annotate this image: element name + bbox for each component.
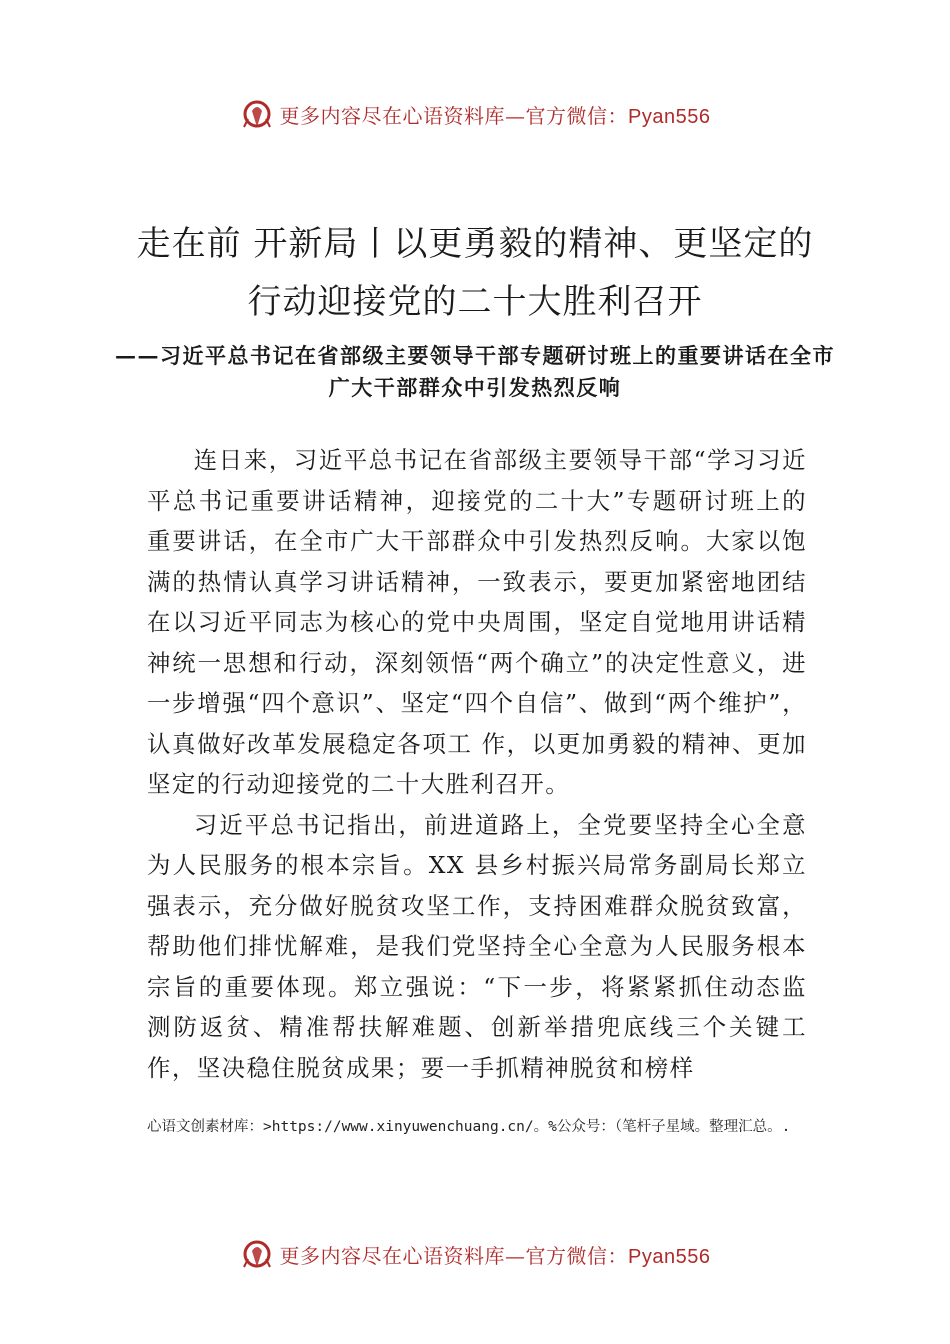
paragraph-2: 习近平总书记指出，前进道路上，全党要坚持全心全意为人民服务的根本宗旨。XX 县乡村振兴局常务副局长郑立强表示，充分做好脱贫攻坚工作，支持困难群众脱贫致富，帮助他们排忧解难，是我们党坚持全心全意为人民服务根本宗旨的重要体现。郑立强说：“下一步，将紧紧抓住动态监测防返贫、精准帮扶解难题、创新举措兜底线三个关键工作，坚决稳住脱贫成果；要一手抓精神脱贫和榜样	[147, 810, 807, 1082]
document-body	[147, 440, 807, 1088]
footer-banner	[0, 1234, 950, 1274]
banner-text: 更多内容尽在心语资料库—官方微信：Pyan556	[279, 103, 711, 128]
footer-note: 心语文创素材库：>https://www.xinyuwenchuang.cn/。%公众号：（笔杆子星域。整理汇总。.	[147, 1119, 791, 1135]
document-subtitle: ——习近平总书记在省部级主要领导干部专题研讨班上的重要讲话在全市广大干部群众中引发热烈反响	[115, 343, 835, 400]
wechat-id: Pyan556	[628, 1245, 711, 1268]
header-banner	[0, 94, 950, 134]
document-title: 走在前 开新局丨以更勇毅的精神、更坚定的行动迎接党的二十大胜利召开	[136, 224, 814, 322]
ribbon-logo-icon	[240, 1237, 274, 1271]
banner-text: 更多内容尽在心语资料库—官方微信：Pyan556	[279, 1243, 711, 1268]
wechat-id: Pyan556	[628, 105, 711, 128]
paragraph-1: 连日来，习近平总书记在省部级主要领导干部“学习习近平总书记重要讲话精神，迎接党的二十大”专题研讨班上的重要讲话，在全市广大干部群众中引发热烈反响。大家以饱满的热情认真学习讲话精神，一致表示，要更加紧密地团结在以习近平同志为核心的党中央周围，坚定自觉地用讲话精神统一思想和行动，深刻领悟“两个确立”的决定性意义，进一步增强“四个意识”、坚定“四个自信”、做到“两个维护”，认真做好改革发展稳定各项工 作，以更加勇毅的精神、更加坚定的行动迎接党的二十大胜利召开。	[147, 446, 807, 798]
ribbon-logo-icon	[240, 97, 274, 131]
